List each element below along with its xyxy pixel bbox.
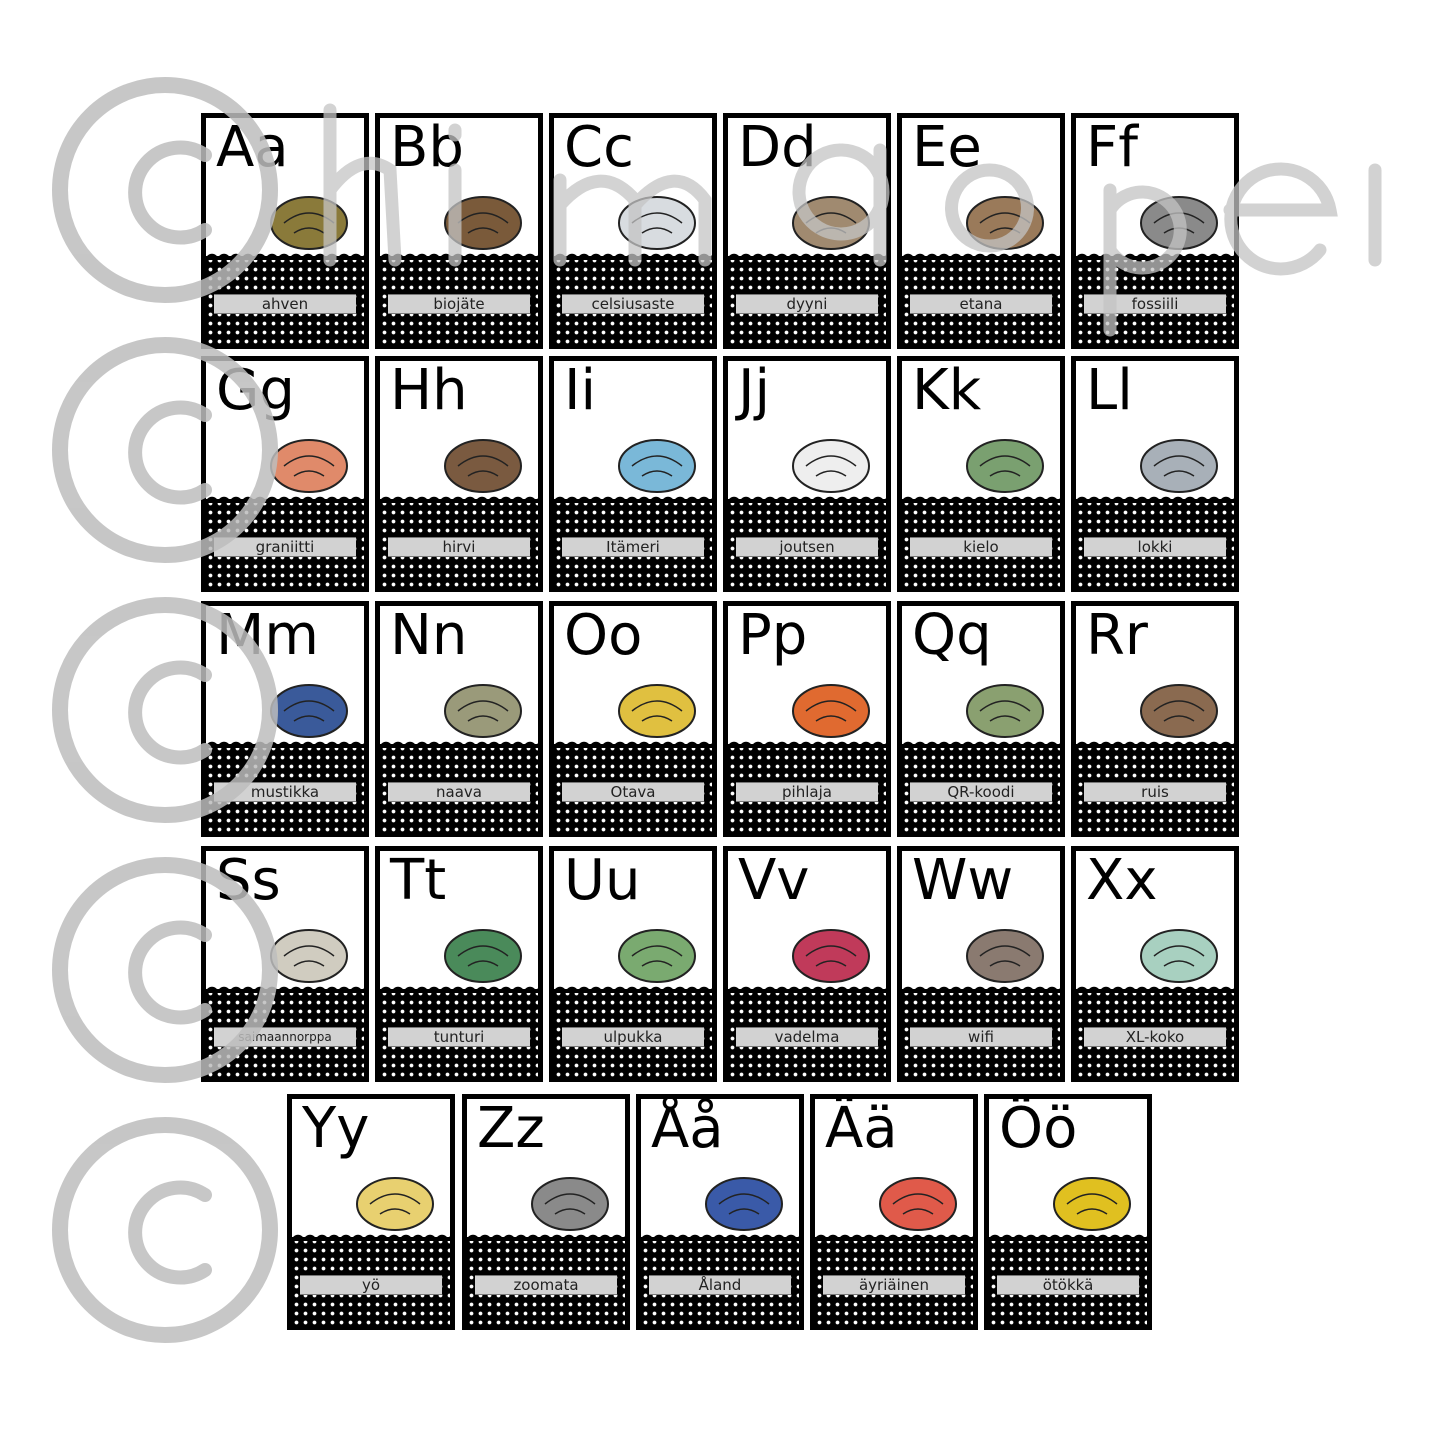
card-picture-area [1076, 603, 1234, 744]
card-picture-area [554, 358, 712, 499]
card-picture-area [1076, 115, 1234, 256]
card-word-label: joutsen [736, 537, 878, 557]
raspberry-icon [781, 911, 876, 986]
camera-shape [532, 1178, 608, 1230]
card-letters: Rr [1086, 603, 1148, 668]
card-picture-area [206, 115, 364, 256]
card-word-label: tunturi [388, 1027, 530, 1047]
card-picture-area [292, 1096, 450, 1237]
card-word-label: zoomata [475, 1275, 617, 1295]
card-letters: Ff [1086, 115, 1138, 180]
scallop-edge [554, 981, 712, 993]
alphabet-card-naava [375, 601, 543, 837]
card-letters: Dd [738, 115, 817, 180]
card-letters: Bb [390, 115, 464, 180]
card-letters: Xx [1086, 848, 1158, 913]
sand-dune-icon [781, 178, 876, 253]
moon-night-shape [357, 1178, 433, 1230]
card-picture-area [554, 603, 712, 744]
scallop-edge [815, 1229, 973, 1241]
card-word-label: fossiili [1084, 294, 1226, 314]
card-letters: Ii [564, 358, 597, 423]
card-letters: Ää [825, 1096, 898, 1161]
granite-rock-icon [259, 421, 354, 496]
alphabet-card-xl-koko [1071, 846, 1239, 1082]
card-letters: Pp [738, 603, 808, 668]
alphabet-card-mustikka [201, 601, 369, 837]
moon-night-icon [345, 1159, 440, 1234]
alphabet-card-vadelma [723, 846, 891, 1082]
moose-shape [445, 440, 521, 492]
card-letters: Jj [738, 358, 771, 423]
card-picture-area [728, 115, 886, 256]
card-picture-area [815, 1096, 973, 1237]
scallop-edge [554, 736, 712, 748]
fossil-shape [1141, 197, 1217, 249]
card-letters: Aa [216, 115, 289, 180]
snail-icon [955, 178, 1050, 253]
qr-code-tree-shape [967, 685, 1043, 737]
baltic-sea-map-icon [607, 421, 702, 496]
scallop-edge [1076, 981, 1234, 993]
scallop-edge [728, 736, 886, 748]
alphabet-card-yö [287, 1094, 455, 1330]
scallop-edge [380, 491, 538, 503]
card-letters: Hh [390, 358, 468, 423]
card-word-label: mustikka [214, 782, 356, 802]
card-letters: Uu [564, 848, 641, 913]
scallop-edge [554, 491, 712, 503]
big-dipper-icon [607, 666, 702, 741]
alphabet-card-hirvi [375, 356, 543, 592]
card-letters: Qq [912, 603, 992, 668]
blueberry-shape [271, 685, 347, 737]
granite-rock-shape [271, 440, 347, 492]
rowan-icon [781, 666, 876, 741]
alphabet-card-pihlaja [723, 601, 891, 837]
card-letters: Ee [912, 115, 982, 180]
scallop-edge [641, 1229, 799, 1241]
scallop-edge [1076, 248, 1234, 260]
scallop-edge [728, 248, 886, 260]
card-word-label: lokki [1084, 537, 1226, 557]
card-picture-area [902, 603, 1060, 744]
ringed-seal-icon [259, 911, 354, 986]
alphabet-card-zoomata [462, 1094, 630, 1330]
scallop-edge [989, 1229, 1147, 1241]
qr-code-tree-icon [955, 666, 1050, 741]
card-word-label: wifi [910, 1027, 1052, 1047]
card-picture-area [206, 603, 364, 744]
alphabet-card-lokki [1071, 356, 1239, 592]
card-letters: Åå [651, 1096, 724, 1161]
wasp-icon [1042, 1159, 1137, 1234]
card-picture-area [380, 848, 538, 989]
blueberry-icon [259, 666, 354, 741]
big-dipper-shape [619, 685, 695, 737]
card-word-label: saimaannorppa [214, 1027, 356, 1047]
lily-of-the-valley-icon [955, 421, 1050, 496]
fell-forest-icon [433, 911, 528, 986]
scallop-edge [206, 248, 364, 260]
card-word-label: äyriäinen [823, 1275, 965, 1295]
scallop-edge [206, 981, 364, 993]
card-word-label: hirvi [388, 537, 530, 557]
alphabet-card-åland [636, 1094, 804, 1330]
water-lily-shape [619, 930, 695, 982]
card-picture-area [467, 1096, 625, 1237]
aland-flag-icon [694, 1159, 789, 1234]
beard-lichen-shape [445, 685, 521, 737]
card-word-label: naava [388, 782, 530, 802]
scallop-edge [902, 736, 1060, 748]
shirts-shape [1141, 930, 1217, 982]
card-picture-area [989, 1096, 1147, 1237]
fell-forest-shape [445, 930, 521, 982]
scallop-edge [467, 1229, 625, 1241]
alphabet-card-celsiusaste [549, 113, 717, 349]
alphabet-card-wifi [897, 846, 1065, 1082]
card-word-label: ruis [1084, 782, 1226, 802]
rye-bread-icon [1129, 666, 1224, 741]
scallop-edge [902, 491, 1060, 503]
card-word-label: dyyni [736, 294, 878, 314]
ringed-seal-shape [271, 930, 347, 982]
card-picture-area [206, 848, 364, 989]
card-word-label: graniitti [214, 537, 356, 557]
thermometer-icon [607, 178, 702, 253]
seagull-shape [1141, 440, 1217, 492]
alphabet-card-dyyni [723, 113, 891, 349]
rye-bread-shape [1141, 685, 1217, 737]
alphabet-card-itämeri [549, 356, 717, 592]
card-letters: Tt [390, 848, 447, 913]
card-picture-area [902, 848, 1060, 989]
card-letters: Oo [564, 603, 643, 668]
card-word-label: vadelma [736, 1027, 878, 1047]
alphabet-card-ahven [201, 113, 369, 349]
scallop-edge [728, 981, 886, 993]
card-letters: Cc [564, 115, 634, 180]
card-word-label: biojäte [388, 294, 530, 314]
water-lily-icon [607, 911, 702, 986]
card-picture-area [206, 358, 364, 499]
alphabet-card-fossiili [1071, 113, 1239, 349]
card-word-label: Itämeri [562, 537, 704, 557]
compost-bin-shape [445, 197, 521, 249]
baltic-sea-map-shape [619, 440, 695, 492]
card-picture-area [380, 358, 538, 499]
alphabet-card-biojäte [375, 113, 543, 349]
card-word-label: kielo [910, 537, 1052, 557]
card-picture-area [1076, 358, 1234, 499]
card-picture-area [728, 848, 886, 989]
alphabet-card-kielo [897, 356, 1065, 592]
rowan-shape [793, 685, 869, 737]
scallop-edge [728, 491, 886, 503]
crayfish-shape [880, 1178, 956, 1230]
seagull-icon [1129, 421, 1224, 496]
card-letters: Kk [912, 358, 982, 423]
card-letters: Ww [912, 848, 1014, 913]
perch-fish-icon [259, 178, 354, 253]
card-word-label: XL-koko [1084, 1027, 1226, 1047]
card-word-label: ötökkä [997, 1275, 1139, 1295]
card-word-label: Åland [649, 1275, 791, 1295]
alphabet-card-qr-koodi [897, 601, 1065, 837]
card-word-label: etana [910, 294, 1052, 314]
fossil-icon [1129, 178, 1224, 253]
lily-of-the-valley-shape [967, 440, 1043, 492]
scallop-edge [292, 1229, 450, 1241]
compost-bin-icon [433, 178, 528, 253]
card-letters: Zz [477, 1096, 545, 1161]
card-letters: Ll [1086, 358, 1133, 423]
snail-shape [967, 197, 1043, 249]
alphabet-card-äyriäinen [810, 1094, 978, 1330]
beard-lichen-icon [433, 666, 528, 741]
card-picture-area [728, 603, 886, 744]
card-letters: Öö [999, 1096, 1078, 1161]
aland-flag-shape [706, 1178, 782, 1230]
scallop-edge [1076, 736, 1234, 748]
card-letters: Nn [390, 603, 468, 668]
card-letters: Mm [216, 603, 319, 668]
scallop-edge [1076, 491, 1234, 503]
scallop-edge [380, 981, 538, 993]
card-word-label: celsiusaste [562, 294, 704, 314]
alphabet-card-ulpukka [549, 846, 717, 1082]
card-picture-area [554, 848, 712, 989]
sand-dune-shape [793, 197, 869, 249]
swan-icon [781, 421, 876, 496]
camera-icon [520, 1159, 615, 1234]
card-picture-area [380, 115, 538, 256]
scallop-edge [206, 491, 364, 503]
scallop-edge [902, 981, 1060, 993]
card-picture-area [1076, 848, 1234, 989]
scallop-edge [380, 736, 538, 748]
wifi-symbol-shape [967, 930, 1043, 982]
card-word-label: pihlaja [736, 782, 878, 802]
card-letters: Ss [216, 848, 281, 913]
alphabet-card-ruis [1071, 601, 1239, 837]
card-picture-area [641, 1096, 799, 1237]
raspberry-shape [793, 930, 869, 982]
card-word-label: yö [300, 1275, 442, 1295]
thermometer-shape [619, 197, 695, 249]
alphabet-card-ötökkä [984, 1094, 1152, 1330]
crayfish-icon [868, 1159, 963, 1234]
card-letters: Yy [302, 1096, 370, 1161]
alphabet-card-otava [549, 601, 717, 837]
moose-icon [433, 421, 528, 496]
card-picture-area [554, 115, 712, 256]
card-word-label: ulpukka [562, 1027, 704, 1047]
card-word-label: ahven [214, 294, 356, 314]
card-word-label: QR-koodi [910, 782, 1052, 802]
card-letters: Vv [738, 848, 810, 913]
card-picture-area [902, 115, 1060, 256]
card-picture-area [728, 358, 886, 499]
alphabet-card-saimaannorppa [201, 846, 369, 1082]
scallop-edge [380, 248, 538, 260]
wifi-symbol-icon [955, 911, 1050, 986]
scallop-edge [554, 248, 712, 260]
swan-shape [793, 440, 869, 492]
wasp-shape [1054, 1178, 1130, 1230]
perch-fish-shape [271, 197, 347, 249]
scallop-edge [902, 248, 1060, 260]
alphabet-card-tunturi [375, 846, 543, 1082]
alphabet-card-graniitti [201, 356, 369, 592]
card-picture-area [902, 358, 1060, 499]
card-word-label: Otava [562, 782, 704, 802]
alphabet-card-joutsen [723, 356, 891, 592]
card-letters: Gg [216, 358, 295, 423]
shirts-icon [1129, 911, 1224, 986]
scallop-edge [206, 736, 364, 748]
card-picture-area [380, 603, 538, 744]
alphabet-card-etana [897, 113, 1065, 349]
